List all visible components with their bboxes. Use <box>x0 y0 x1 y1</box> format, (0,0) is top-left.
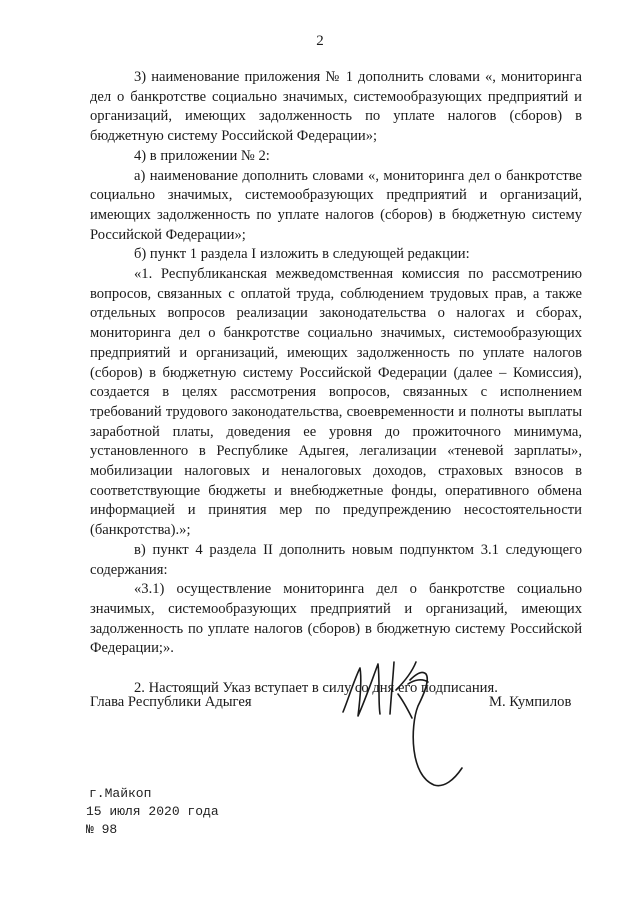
paragraph-item-3: 3) наименование приложения № 1 дополнить словами «, мониторинга дел о банкротстве социально значимых, системообразующих предприятий и организаций, имеющих задолженность по уплате налогов (сборов) в бюджетную систему Российской Федерации»; <box>90 69 582 145</box>
document-footer <box>86 785 219 839</box>
handwritten-signature <box>338 650 473 795</box>
footer-date: 15 июля 2020 года <box>86 804 219 819</box>
footer-city: г.Майкоп <box>89 786 152 801</box>
signatory-position: Глава Республики Адыгея <box>90 694 252 710</box>
paragraph-subitem-a: а) наименование дополнить словами «, мониторинга дел о банкротстве социально значимых, системообразующих предприятий и организаций, имеющих задолженность по уплате налогов (сборов) в бюджетную систему Российской Федерации»; <box>90 167 582 243</box>
paragraph-subitem-v: в) пункт 4 раздела II дополнить новым подпунктом 3.1 следующего содержания: <box>90 541 582 578</box>
page-number: 2 <box>316 33 324 49</box>
footer-number: № 98 <box>86 822 118 837</box>
paragraph-effective-date: 2. Настоящий Указ вступает в силу со дня его подписания. <box>134 680 498 697</box>
paragraph-subpoint-3-1: «3.1) осуществление мониторинга дел о банкротстве социально значимых, системообразующих предприятий и организаций, имеющих задолженность по уплате налогов (сборов) в бюджетную систему Российской Федерации;». <box>90 581 582 657</box>
signatory-name: М. Кумпилов <box>489 694 572 710</box>
paragraph-subitem-b: б) пункт 1 раздела I изложить в следующей редакции: <box>134 246 470 263</box>
paragraph-item-4: 4) в приложении № 2: <box>134 147 270 164</box>
document-body <box>90 68 582 699</box>
paragraph-commission-text: «1. Республиканская межведомственная комиссия по рассмотрению вопросов, связанных с оплатой труда, соблюдением трудовых прав, а также отдельных вопросов реализации законодательства о налогах и сборах, мониторинга дел о банкротстве социально значимых, системообразующих предприятий и организаций, имеющих задолженность по уплате налогов (сборов) в бюджетную систему Российской Федерации (далее – Комиссия), создается в целях рассмотрения вопросов, связанных с исполнением требований трудового законодательства, своевременности и полноты выплаты заработной платы, доведения ее уровня до прожиточного минимума, установленного в Республике Адыгея, легализации «теневой зарплаты», мобилизации налоговых и неналоговых доходов, страховых взносов в соответствующие бюджеты и внебюджетные фонды, оперативного обмена информацией и принятия мер по предупреждению несостоятельности (банкротства).»; <box>90 266 582 539</box>
